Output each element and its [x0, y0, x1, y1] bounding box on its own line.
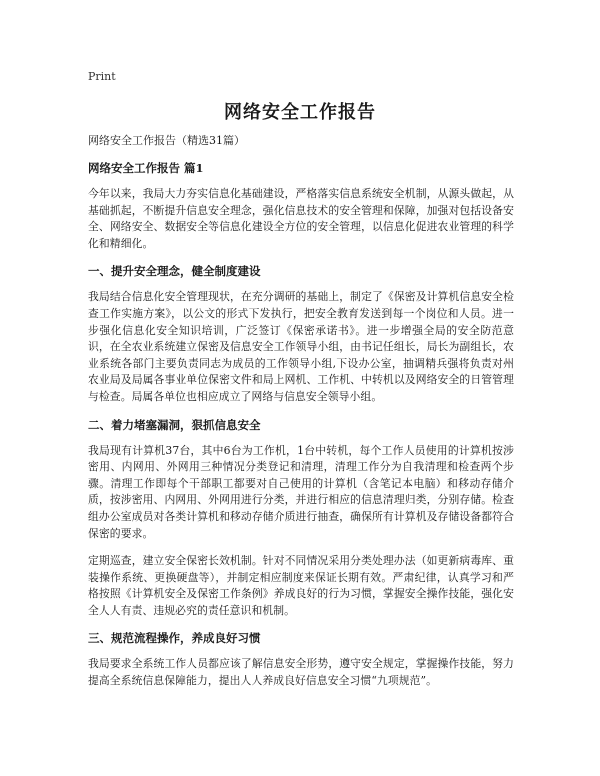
page-title: 网络安全工作报告 [224, 102, 376, 123]
intro-paragraph: 今年以来，我局大力夯实信息化基础建设，严格落实信息系统安全机制，从源头做起，从基础抓起，不断提升信息安全理念，强化信息技术的安全管理和保障，加强对包括设备安全、网络安全、数据安全等信息化建设全方位的安全管理，以信息化促进农业管理的科学化和精细化。 [88, 187, 514, 250]
section-heading-2: 二、着力堵塞漏洞，狠抓信息安全 [88, 417, 261, 432]
document-subtitle: 网络安全工作报告（精选31篇） [88, 134, 245, 147]
section-2-paragraph-1: 我局现有计算机37台，其中6台为工作机，1台中转机，每个工作人员使用的计算机按涉密用、内网用、外网用三种情况分类登记和清理，清理工作分为自我清理和检查两个步骤。清理工作即每个干部职工都要对自己使用的计算机（含笔记本电脑）和移动存储介质，按涉密用、内网用、外网用进行分类，并进行相应的信息清理归类，分别存储。检查组办公室成员对各类计算机和移动存储介质进行抽查，确保所有计算机及存储设备都符合保密的要求。 [88, 443, 514, 540]
document-body [88, 133, 514, 701]
section-3-paragraph-1: 我局要求全系统工作人员都应该了解信息安全形势，遵守安全规定，掌握操作技能，努力提高全系统信息保障能力，提出人人养成良好信息安全习惯“九项规范”。 [88, 657, 514, 688]
section-heading-1: 一、提升安全理念，健全制度建设 [88, 264, 261, 279]
section-heading-3: 三、规范流程操作，养成良好习惯 [88, 631, 261, 646]
section-1-paragraph-1: 我局结合信息化安全管理现状，在充分调研的基础上，制定了《保密及计算机信息安全检查工作实施方案》，以公文的形式下发执行，把安全教育发送到每一个岗位和人员。进一步强化信息化安全知识培训，广泛签订《保密承诺书》。进一步增强全局的安全防范意识，在全农业系统建立保密及信息安全工作领导小组，由书记任组长，局长为副组长，农业系统各部门主要负责同志为成员的工作领导小组,下设办公室，抽调精兵强将负责对州农业局及局属各事业单位保密文件和局上网机、工作机、中转机以及网络安全的日管管理与检查。局属各单位也相应成立了网络与信息安全领导小组。 [88, 290, 514, 403]
section-2-paragraph-2: 定期巡查，建立安全保密长效机制。针对不同情况采用分类处理办法（如更新病毒库、重装操作系统、更换硬盘等），并制定相应制度来保证长期有效。严肃纪律，认真学习和严格按照《计算机安全及保密工作条例》养成良好的行为习惯，掌握安全操作技能，强化安全人人有责、违规必究的责任意识和机制。 [88, 554, 514, 617]
chapter-heading: 网络安全工作报告 篇1 [88, 161, 204, 175]
print-label: Print [88, 70, 116, 83]
